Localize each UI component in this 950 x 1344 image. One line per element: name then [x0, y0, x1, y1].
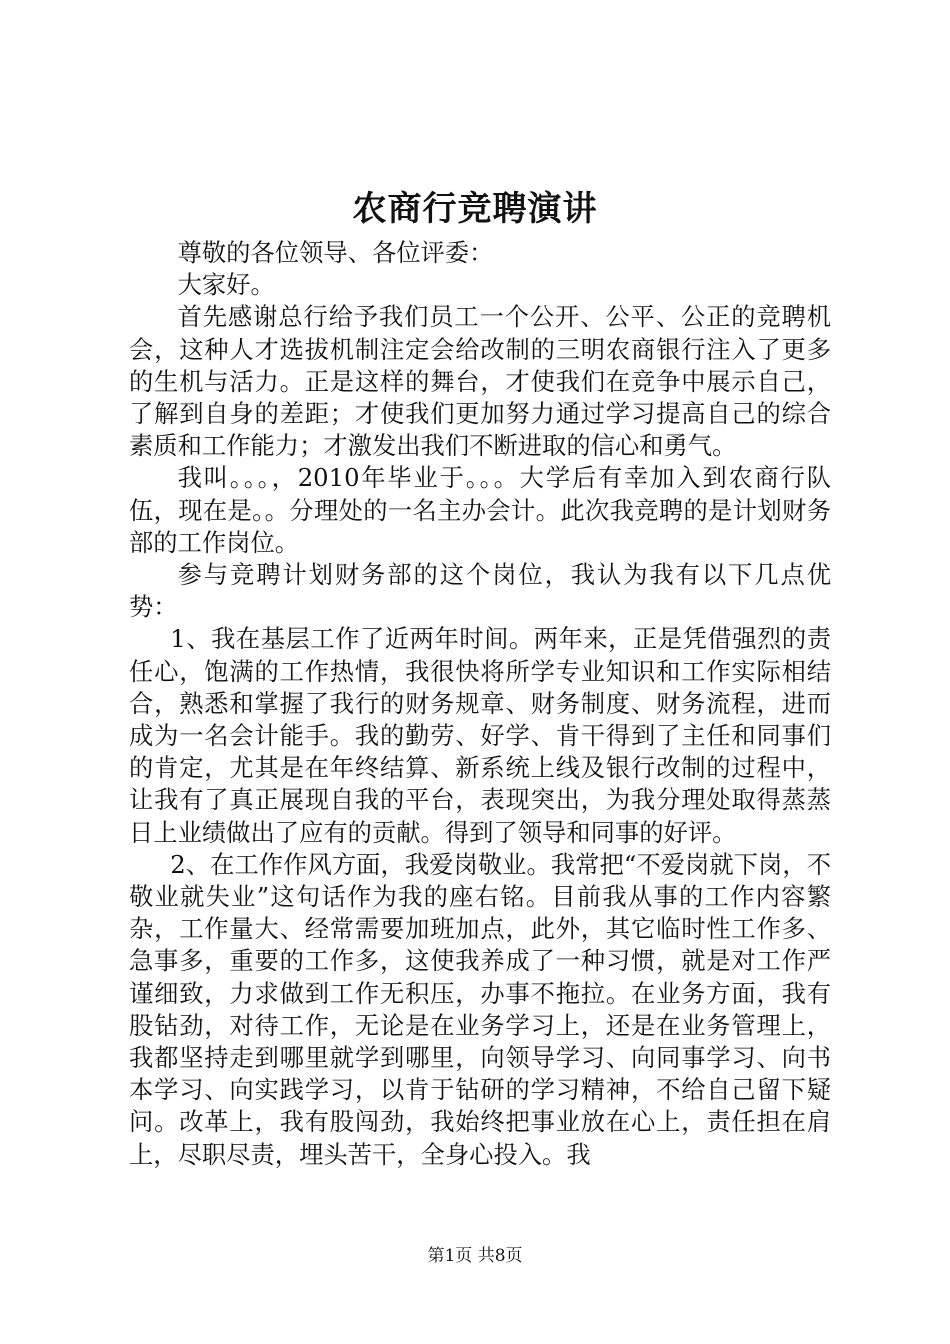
document-body	[129, 237, 831, 1171]
paragraph-intro: 首先感谢总行给予我们员工一个公开、公平、公正的竞聘机会，这种人才选拔机制注定会给改制的三明农商银行注入了更多的生机与活力。正是这样的舞台，才使我们在竞争中展示自己，了解到自身的差距；才使我们更加努力通过学习提高自己的综合素质和工作能力；才激发出我们不断进取的信心和勇气。	[129, 302, 831, 461]
paragraph-self-introduction: 我叫。。。，2010年毕业于。。。大学后有幸加入到农商行队伍，现在是。。分理处的一名主办会计。此次我竞聘的是计划财务部的工作岗位。	[129, 463, 831, 557]
paragraph-advantage-2: 2、在工作作风方面，我爱岗敬业。我常把“不爱岗就下岗，不敬业就失业”这句话作为我的座右铭。目前我从事的工作内容繁杂，工作量大、经常需要加班加点，此外，其它临时性工作多、急事多，重要的工作多，这使我养成了一种习惯，就是对工作严谨细致，力求做到工作无积压，办事不拖拉。在业务方面，我有股钻劲，对待工作，无论是在业务学习上，还是在业务管理上，我都坚持走到哪里就学到哪里，向领导学习、向同事学习、向书本学习、向实践学习，以肯于钻研的学习精神，不给自己留下疑问。改革上，我有股闯劲，我始终把事业放在心上，责任担在肩上，尽职尽责，埋头苦干，全身心投入。我	[129, 849, 831, 1169]
paragraph-advantages-lead: 参与竞聘计划财务部的这个岗位，我认为我有以下几点优势：	[129, 560, 831, 622]
salutation: 尊敬的各位领导、各位评委：	[177, 238, 494, 267]
document-title: 农商行竞聘演讲	[352, 189, 598, 229]
paragraph-advantage-1: 1、我在基层工作了近两年时间。两年来，正是凭借强烈的责任心，饱满的工作热情，我很快将所学专业知识和工作实际相结合，熟悉和掌握了我行的财务规章、财务制度、财务流程，进而成为一名会计能手。我的勤劳、好学、肯干得到了主任和同事们的肯定，尤其是在年终结算、新系统上线及银行改制的过程中，让我有了真正展现自我的平台，表现突出，为我分理处取得蒸蒸日上业绩做出了应有的贡献。得到了领导和同事的好评。	[129, 624, 831, 847]
greeting: 大家好。	[177, 270, 275, 300]
page-number-footer: 第1页 共8页	[427, 1246, 523, 1266]
